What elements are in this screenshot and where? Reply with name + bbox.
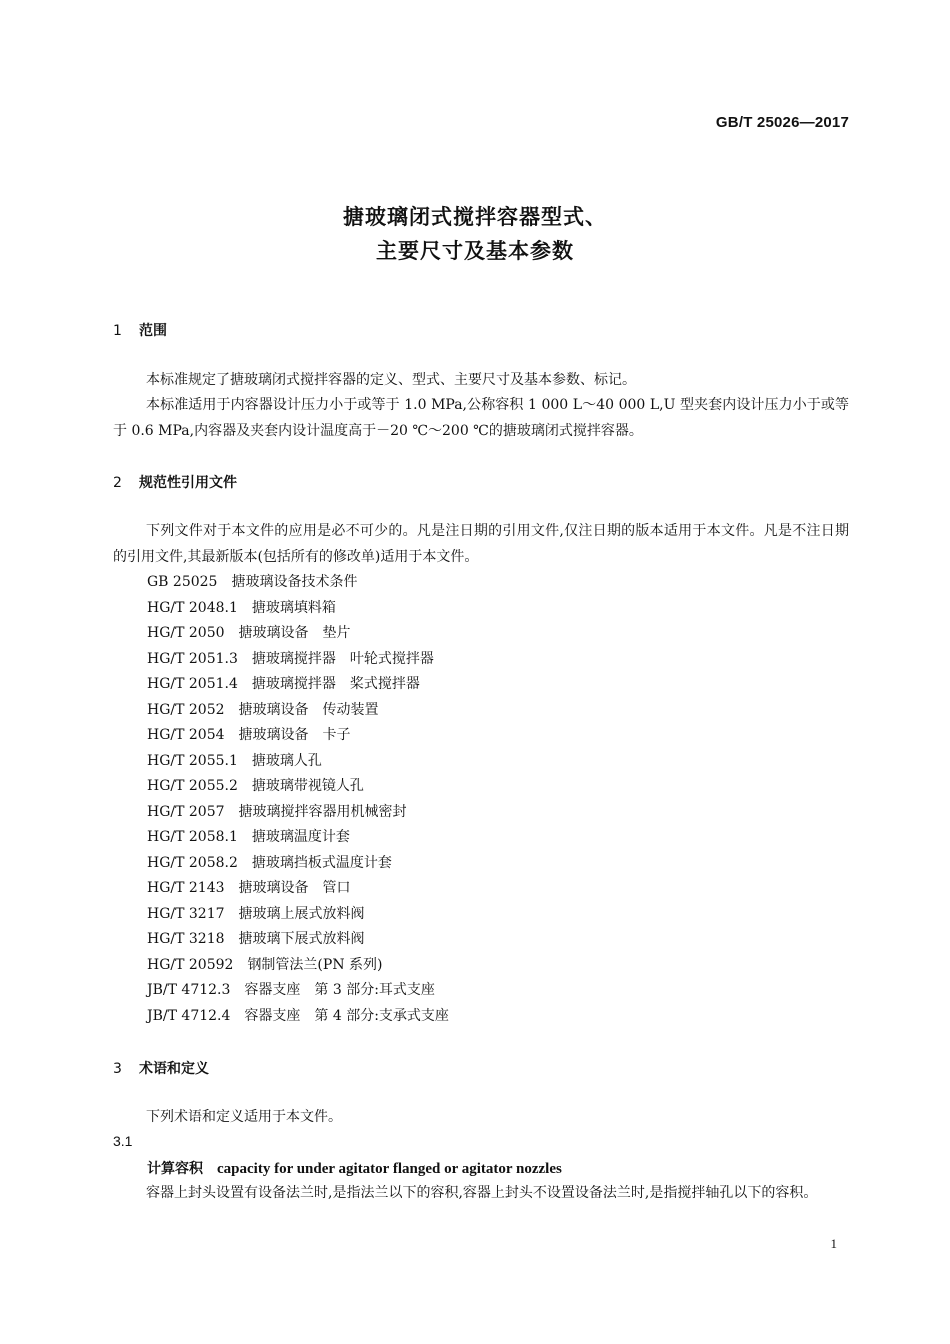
reference-code: HG/T 3218 — [147, 931, 225, 947]
term-number: 3.1 — [113, 1133, 133, 1149]
reference-item — [147, 1004, 449, 1030]
reference-item — [147, 851, 449, 877]
section-title: 规范性引用文件 — [139, 475, 237, 491]
reference-title: 搪玻璃温度计套 — [251, 829, 350, 845]
reference-item — [147, 596, 449, 622]
reference-title: 搪玻璃搅拌器 叶轮式搅拌器 — [251, 650, 434, 667]
reference-title: 容器支座 第 3 部分:耳式支座 — [244, 982, 435, 998]
document-title-line2: 主要尺寸及基本参数 — [376, 239, 574, 263]
reference-code: HG/T 2057 — [147, 803, 225, 820]
reference-item — [147, 978, 449, 1004]
reference-title: 搪玻璃搅拌容器用机械密封 — [238, 803, 407, 820]
reference-title: 搪玻璃带视镜人孔 — [251, 778, 364, 794]
section-number: 2 — [113, 475, 122, 491]
section-title: 术语和定义 — [139, 1061, 209, 1077]
standard-number: GB/T 25026—2017 — [715, 114, 849, 131]
reference-title: 搪玻璃设备 卡子 — [238, 727, 351, 743]
reference-code: HG/T 2058.2 — [147, 854, 238, 871]
reference-title: 钢制管法兰(PN 系列) — [247, 956, 383, 973]
reference-item — [147, 953, 449, 979]
section-number: 3 — [113, 1061, 122, 1077]
reference-item — [147, 902, 449, 928]
term-chinese: 计算容积 — [147, 1161, 203, 1177]
reference-code: JB/T 4712.4 — [147, 1007, 231, 1024]
term-english: capacity for under agitator flanged or agitator nozzles — [217, 1161, 562, 1177]
reference-code: HG/T 2051.3 — [147, 650, 238, 667]
term-definition: 容器上封头设置有设备法兰时,是指法兰以下的容积,容器上封头不设置设备法兰时,是指搅拌轴孔以下的容积。 — [146, 1185, 818, 1201]
reference-code: HG/T 2048.1 — [147, 599, 238, 616]
reference-title: 搪玻璃设备 传动装置 — [238, 701, 379, 718]
reference-title: 搪玻璃挡板式温度计套 — [251, 854, 392, 871]
reference-item — [147, 825, 449, 851]
reference-code: HG/T 2055.1 — [147, 752, 238, 769]
reference-code: HG/T 2143 — [147, 880, 225, 896]
reference-title: 容器支座 第 4 部分:支承式支座 — [244, 1007, 449, 1024]
reference-title: 搪玻璃搅拌器 桨式搅拌器 — [251, 676, 420, 692]
reference-code: HG/T 20592 — [147, 956, 234, 973]
reference-code: HG/T 2050 — [147, 625, 225, 641]
page-number: 1 — [830, 1236, 837, 1251]
reference-item — [147, 876, 449, 902]
term-entry — [147, 1158, 562, 1178]
reference-title: 搪玻璃上展式放料阀 — [238, 905, 365, 922]
reference-item — [147, 698, 449, 724]
reference-code: JB/T 4712.3 — [147, 982, 231, 998]
section-number: 1 — [113, 323, 122, 339]
section-2-paragraph-1: 下列文件对于本文件的应用是必不可少的。凡是注日期的引用文件,仅注日期的版本适用于本文件。凡是不注日期的引用文件,其最新版本(包括所有的修改单)适用于本文件。 — [113, 523, 849, 565]
reference-code: HG/T 2058.1 — [147, 829, 238, 845]
reference-title: 搪玻璃填料箱 — [251, 599, 336, 616]
section-2-heading — [113, 472, 237, 492]
reference-code: GB 25025 — [147, 574, 218, 590]
reference-title: 搪玻璃人孔 — [251, 752, 322, 769]
section-1-heading — [113, 320, 167, 340]
reference-item — [147, 570, 449, 596]
reference-item — [147, 774, 449, 800]
section-title: 范围 — [139, 323, 167, 339]
reference-title: 搪玻璃设备 垫片 — [238, 625, 351, 641]
reference-title: 搪玻璃设备 管口 — [238, 880, 351, 896]
reference-item — [147, 927, 449, 953]
reference-code: HG/T 2054 — [147, 727, 225, 743]
reference-title: 搪玻璃下展式放料阀 — [238, 931, 365, 947]
reference-code: HG/T 2055.2 — [147, 778, 238, 794]
document-title-line1: 搪玻璃闭式搅拌容器型式、 — [343, 205, 607, 229]
normative-references-list — [147, 570, 449, 1029]
reference-item — [147, 672, 449, 698]
reference-item — [147, 749, 449, 775]
section-1-paragraph-1: 本标准规定了搪玻璃闭式搅拌容器的定义、型式、主要尺寸及基本参数、标记。 — [146, 372, 636, 388]
reference-item — [147, 800, 449, 826]
section-1-paragraph-2: 本标准适用于内容器设计压力小于或等于 1.0 MPa,公称容积 1 000 L～40 000 L,U 型夹套内设计压力小于或等于 0.6 MPa,内容器及夹套内设计温度高于－20 ℃～200 ℃的搪玻璃闭式搅拌容器。 — [113, 397, 849, 439]
section-3-heading — [113, 1058, 209, 1078]
reference-title: 搪玻璃设备技术条件 — [231, 574, 358, 590]
reference-code: HG/T 2051.4 — [147, 676, 238, 692]
reference-item — [147, 621, 449, 647]
reference-code: HG/T 3217 — [147, 905, 225, 922]
reference-item — [147, 723, 449, 749]
reference-item — [147, 647, 449, 673]
section-3-paragraph-1: 下列术语和定义适用于本文件。 — [146, 1109, 342, 1125]
reference-code: HG/T 2052 — [147, 701, 225, 718]
